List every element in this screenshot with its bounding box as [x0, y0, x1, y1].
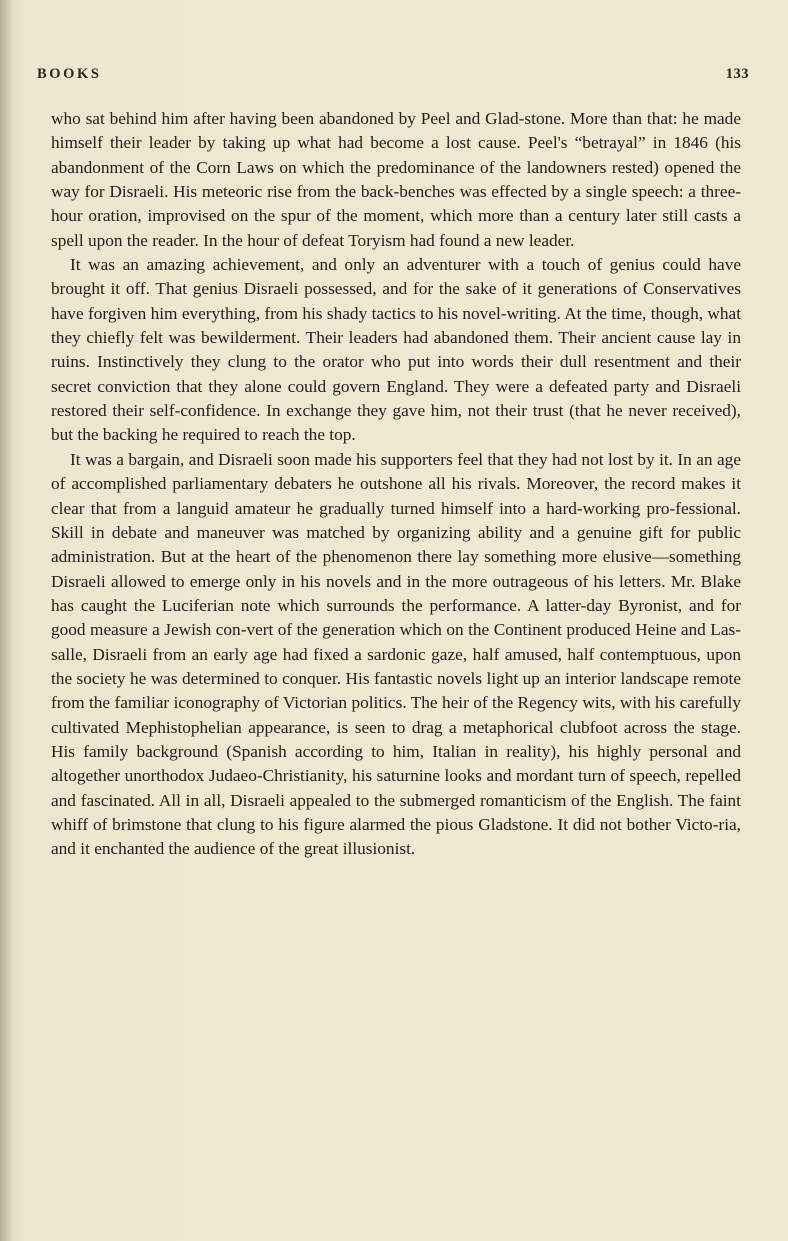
paragraph-1: who sat behind him after having been abandoned by Peel and Glad-stone. More than that: he made himself their leader by taking up what had become a lost cause. Peel's “betrayal” in 1846 (his abandonment of the Corn Laws on which the predominance of the landowners rested) opened the way for Disraeli. His meteoric rise from the back-benches was effected by a single speech: a three-hour oration, improvised on the spur of the moment, which more than a century later still casts a spell upon the reader. In the hour of defeat Toryism had found a new leader.	[51, 109, 741, 250]
page-number: 133	[725, 66, 749, 82]
paragraph-2: It was an amazing achievement, and only an adventurer with a touch of genius could have brought it off. That genius Disraeli possessed, and for the sake of it generations of Conservatives have forgiven him everything, from his shady tactics to his novel-writing. At the time, though, what they chiefly felt was bewilderment. Their leaders had abandoned them. Their ancient cause lay in ruins. Instinctively they clung to the orator who put into words their dull resentment and their secret conviction that they alone could govern England. They were a defeated party and Disraeli restored their self-confidence. In exchange they gave him, not their trust (that he never received), but the backing he required to reach the top.	[51, 255, 741, 445]
body-text	[51, 107, 741, 862]
running-head	[37, 66, 749, 84]
binding-gutter-shadow	[0, 0, 14, 1241]
running-title: BOOKS	[37, 66, 102, 82]
paragraph-3: It was a bargain, and Disraeli soon made his supporters feel that they had not lost by it. In an age of accomplished parliamentary debaters he outshone all his rivals. Moreover, the record makes it clear that from a languid amateur he gradually turned himself into a hard-working pro-fessional. Skill in debate and maneuver was matched by organizing ability and a genuine gift for public administration. But at the heart of the phenomenon there lay something more elusive—something Disraeli allowed to emerge only in his novels and in the more outrageous of his letters. Mr. Blake has caught the Luciferian note which surrounds the performance. A latter-day Byronist, and for good measure a Jewish con-vert of the generation which on the Continent produced Heine and Las-salle, Disraeli from an early age had fixed a sardonic gaze, half amused, half contemptuous, upon the society he was determined to conquer. His fantastic novels light up an interior landscape remote from the familiar iconography of Victorian politics. The heir of the Regency wits, with his carefully cultivated Mephistophelian appearance, is seen to drag a metaphorical clubfoot across the stage. His family background (Spanish according to him, Italian in reality), his highly personal and altogether unorthodox Judaeo-Christianity, his saturnine looks and mordant turn of speech, repelled and fascinated. All in all, Disraeli appealed to the submerged romanticism of the English. The faint whiff of brimstone that clung to his figure alarmed the pious Gladstone. It did not bother Victo-ria, and it enchanted the audience of the great illusionist.	[51, 449, 741, 859]
